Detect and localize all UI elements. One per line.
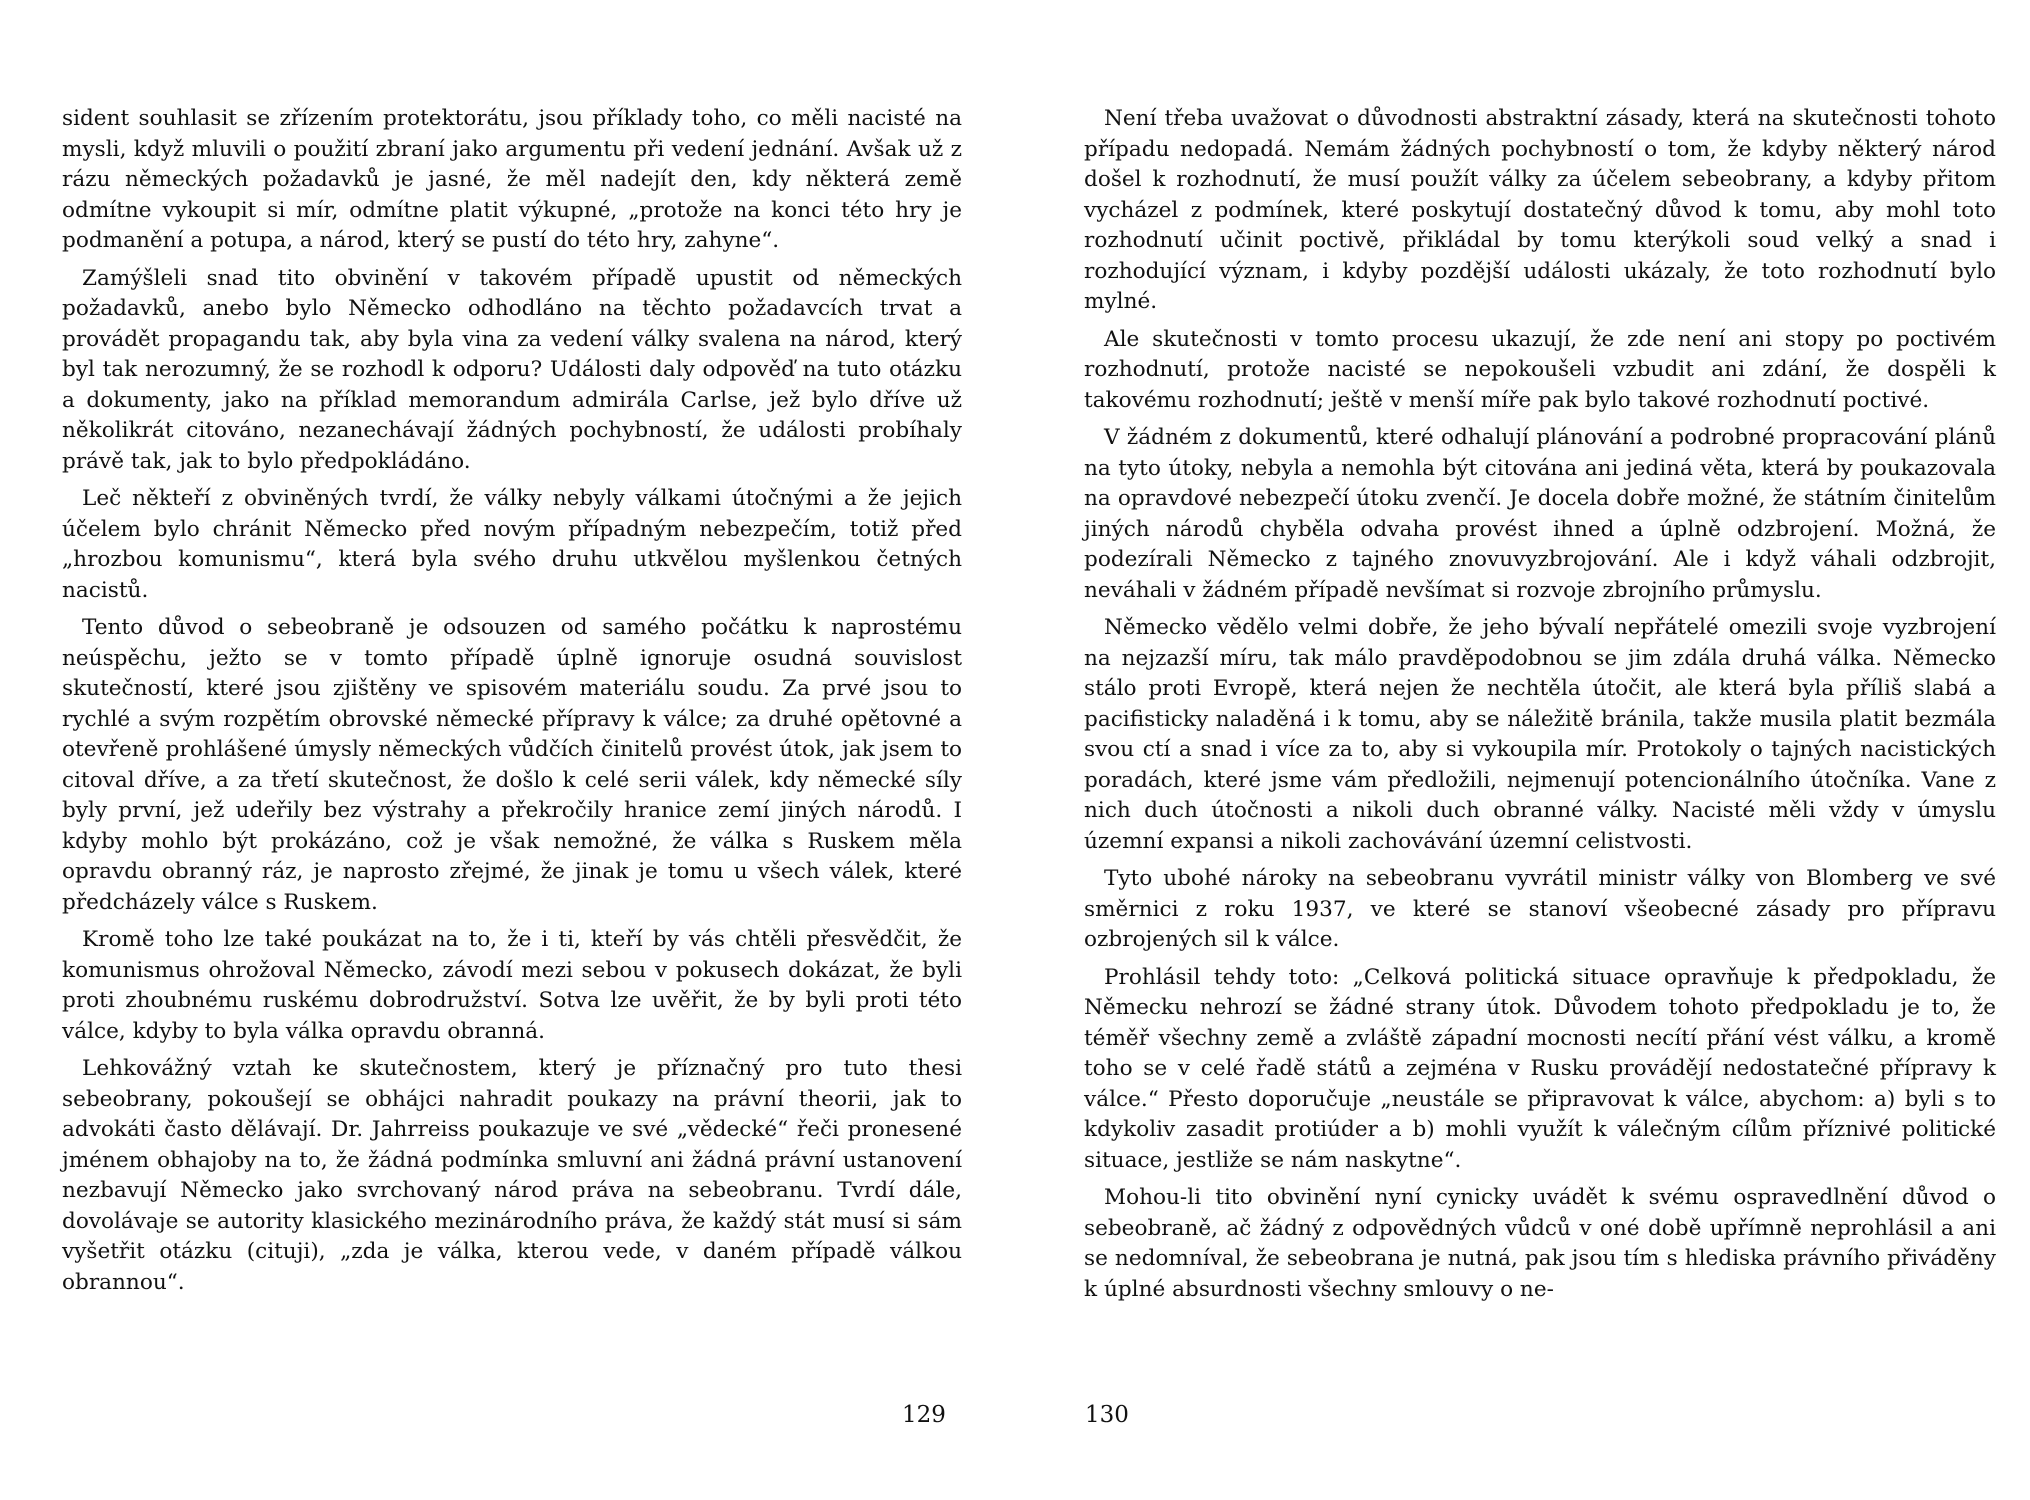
right-page-text (1084, 104, 1996, 1312)
paragraph: Německo vědělo velmi dobře, že jeho bývalí nepřátelé omezili svoje vyzbrojení na nejzazší míru, tak málo pravděpodobnou se jim zdála druhá válka. Německo stálo proti Evropě, která nejen že nechtěla útočit, ale která byla příliš slabá a pacifisticky naladěná i k tomu, aby se náležitě bránila, takže musila platit bezmála svou ctí a snad i více za to, aby si vykoupila mír. Protokoly o tajných nacistických poradách, které jsme vám předložili, nejmenují potencionálního útočníka. Vane z nich duch útočnosti a nikoli duch obranné války. Nacisté měli vždy v úmyslu územní expansi a nikoli zachovávání územní celistvosti. (1084, 615, 1996, 854)
paragraph: Zamýšleli snad tito obvinění v takovém případě upustit od německých požadavků, anebo bylo Německo odhodláno na těchto požadavcích trvat a provádět propagandu tak, aby byla vina za vedení války svalena na národ, který byl tak nerozumný, že se rozhodl k odporu? Události daly odpověď na tuto otázku a dokumenty, jako na příklad memorandum admirála Carlse, jež bylo dříve už několikrát citováno, nezanechávají žádných pochybností, že události probíhaly právě tak, jak to bylo předpokládáno. (62, 265, 962, 474)
paragraph: Lehkovážný vztah ke skutečnostem, který je příznačný pro tuto thesi sebeobrany, pokoušejí se obhájci nahradit poukazy na právní theorii, jak to advokáti často dělávají. Dr. Jahrreiss poukazuje ve své „vědecké“ řeči pronesené jménem obhajoby na to, že žádná podmínka smluvní ani žádná právní ustanovení nezbavují Německo jako svrchovaný národ práva na sebeobranu. Tvrdí dále, dovolávaje se autority klasického mezinárodního práva, že každý stát musí si sám vyšetřit otázku (cituji), „zda je válka, kterou vede, v daném případě válkou obrannou“. (62, 1056, 962, 1295)
paragraph: Ale skutečnosti v tomto procesu ukazují, že zde není ani stopy po poctivém rozhodnutí, protože nacisté se nepokoušeli vzbudit ani zdání, že dospěli k takovému rozhodnutí; ještě v menší míře pak bylo takové rozhodnutí poctivé. (1084, 326, 1996, 413)
page-number: 130 (1085, 1402, 1129, 1428)
paragraph: sident souhlasit se zřízením protektorátu, jsou příklady toho, co měli nacisté na mysli, když mluvili o použití zbraní jako argumentu při vedení jednání. Avšak už z rázu německých požadavků je jasné, že měl nadejít den, kdy některá země odmítne vykoupit si mír, odmítne platit výkupné, „protože na konci této hry je podmanění a potupa, a národ, který se pustí do této hry, zahyne“. (62, 106, 962, 253)
paragraph: Prohlásil tehdy toto: „Celková politická situace opravňuje k předpokladu, že Německu nehrozí se žádné strany útok. Důvodem tohoto předpokladu je to, že téměř všechny země a zvláště západní mocnosti necítí přání vést válku, a kromě toho se v celé řadě států a zejména v Rusku provádějí nedostatečné přípravy k válce.“ Přesto doporučuje „neustále se připravovat k válce, abychom: a) byli s to kdykoliv zasadit protiúder a b) mohli využít k válečným cílům příznivé politické situace, jestliže se nám naskytne“. (1084, 964, 1996, 1173)
page-number: 129 (902, 1402, 946, 1428)
paragraph: Mohou-li tito obvinění nyní cynicky uvádět k svému ospravedlnění důvod o sebeobraně, ač žádný z odpovědných vůdců v oné době upřímně neprohlásil a ani se nedomníval, že sebeobrana je nutná, pak jsou tím s hlediska právního přiváděny k úplné absurdnosti všechny smlouvy o ne- (1084, 1185, 1996, 1302)
right-page (1015, 0, 2030, 1500)
paragraph: Leč někteří z obviněných tvrdí, že války nebyly válkami útočnými a že jejich účelem bylo chránit Německo před novým případným nebezpečím, totiž před „hrozbou komunismu“, která byla svého druhu utkvělou myšlenkou četných nacistů. (62, 486, 962, 603)
paragraph: Není třeba uvažovat o důvodnosti abstraktní zásady, která na skutečnosti tohoto případu nedopadá. Nemám žádných pochybností o tom, že kdyby některý národ došel k rozhodnutí, že musí použít války za účelem sebeobrany, a kdyby přitom vycházel z podmínek, které poskytují dostatečný důvod k tomu, aby mohl toto rozhodnutí učinit poctivě, přikládal by tomu kterýkoli soud velký a snad i rozhodující význam, i kdyby pozdější události ukázaly, že toto rozhodnutí bylo mylné. (1084, 106, 1996, 314)
paragraph: Tento důvod o sebeobraně je odsouzen od samého počátku k naprostému neúspěchu, ježto se v tomto případě úplně ignoruje osudná souvislost skutečností, které jsou zjištěny ve spisovém materiálu soudu. Za prvé jsou to rychlé a svým rozpětím obrovské německé přípravy k válce; za druhé opětovné a otevřeně prohlášené úmysly německých vůdčích činitelů provést útok, jak jsem to citoval dříve, a za třetí skutečnost, že došlo k celé serii válek, kdy německé síly byly první, jež udeřily bez výstrahy a překročily hranice zemí jiných národů. I kdyby mohlo být prokázáno, což je však nemožné, že válka s Ruskem měla opravdu obranný ráz, je naprosto zřejmé, že jinak je tomu u všech válek, které předcházely válce s Ruskem. (62, 615, 962, 915)
paragraph: Kromě toho lze také poukázat na to, že i ti, kteří by vás chtěli přesvědčit, že komunismus ohrožoval Německo, závodí mezi sebou v pokusech dokázat, že byli proti zhoubnému ruskému dobrodružství. Sotva lze uvěřit, že by byli proti této válce, kdyby to byla válka opravdu obranná. (62, 927, 962, 1044)
paragraph: V žádném z dokumentů, které odhalují plánování a podrobné propracování plánů na tyto útoky, nebyla a nemohla být citována ani jediná věta, která by poukazovala na opravdové nebezpečí útoku zvenčí. Je docela dobře možné, že státním činitelům jiných národů chyběla odvaha provést ihned a úplně odzbrojení. Možná, že podezírali Německo z tajného znovuvyzbrojování. Ale i když váhali odzbrojit, neváhali v žádném případě nevšímat si rozvoje zbrojního průmyslu. (1084, 425, 1996, 603)
left-page-text (62, 104, 962, 1305)
paragraph: Tyto ubohé nároky na sebeobranu vyvrátil ministr války von Blomberg ve své směrnici z roku 1937, ve které se stanoví všeobecné zásady pro přípravu ozbrojených sil k válce. (1084, 866, 1996, 952)
